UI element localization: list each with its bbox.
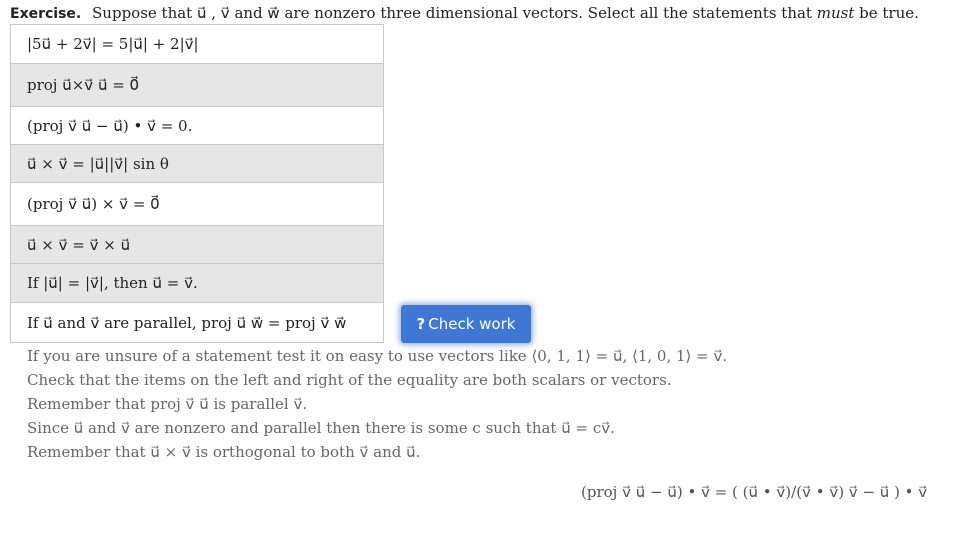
statement-text: If |u⃗| = |v⃗|, then u⃗ = v⃗. xyxy=(27,274,198,292)
hint-list xyxy=(27,344,727,464)
exercise-prompt xyxy=(10,4,919,22)
hint-line: Check that the items on the left and right of the equality are both scalars or vectors. xyxy=(27,371,672,389)
check-work-button[interactable] xyxy=(401,305,531,343)
statement-option[interactable] xyxy=(10,25,384,64)
hint-line: If you are unsure of a statement test it on easy to use vectors like ⟨0, 1, 1⟩ = u⃗, ⟨1, 0, 1⟩ = v⃗. xyxy=(27,347,728,365)
statement-option[interactable] xyxy=(10,264,384,303)
hint-line: Remember that u⃗ × v⃗ is orthogonal to both v⃗ and u⃗. xyxy=(27,443,421,461)
must-word: must xyxy=(816,4,855,22)
statement-option[interactable] xyxy=(10,64,384,107)
statement-text: u⃗ × v⃗ = v⃗ × u⃗ xyxy=(27,235,131,254)
statement-text: proj u⃗×v⃗ u⃗ = 0⃗ xyxy=(27,76,140,94)
statement-text: If u⃗ and v⃗ are parallel, proj u⃗ w⃗ = proj v⃗ w⃗ xyxy=(27,313,347,332)
hint-line: Remember that proj v⃗ u⃗ is parallel v⃗. xyxy=(27,395,308,413)
hint-line: Since u⃗ and v⃗ are nonzero and parallel then there is some c such that u⃗ = cv⃗. xyxy=(27,419,615,437)
formula-hint: (proj v⃗ u⃗ − u⃗) • v⃗ = ( (u⃗ • v⃗)/(v⃗ • v⃗) v⃗ − u⃗ ) • v⃗ xyxy=(581,483,928,501)
statement-option[interactable] xyxy=(10,145,384,183)
prompt-vectors: u⃗ , v⃗ and w⃗ xyxy=(197,4,280,22)
statement-option[interactable] xyxy=(10,226,384,264)
statement-text: (proj v⃗ u⃗) × v⃗ = 0⃗ xyxy=(27,195,160,213)
statement-option[interactable] xyxy=(10,183,384,226)
check-work-label: Check work xyxy=(428,315,516,333)
statement-list xyxy=(10,24,384,343)
prompt-start: Suppose that xyxy=(92,4,193,22)
exercise-label: Exercise. xyxy=(10,6,82,22)
prompt-end: be true. xyxy=(859,4,919,22)
statement-text: (proj v⃗ u⃗ − u⃗) • v⃗ = 0. xyxy=(27,116,193,135)
statement-text: |5u⃗ + 2v⃗| = 5|u⃗| + 2|v⃗| xyxy=(27,35,199,53)
prompt-mid: are nonzero three dimensional vectors. Select all the statements that xyxy=(284,4,812,22)
statement-option[interactable] xyxy=(10,303,384,343)
statement-text: u⃗ × v⃗ = |u⃗||v⃗| sin θ xyxy=(27,154,169,173)
question-icon: ? xyxy=(416,315,426,333)
statement-option[interactable] xyxy=(10,107,384,145)
